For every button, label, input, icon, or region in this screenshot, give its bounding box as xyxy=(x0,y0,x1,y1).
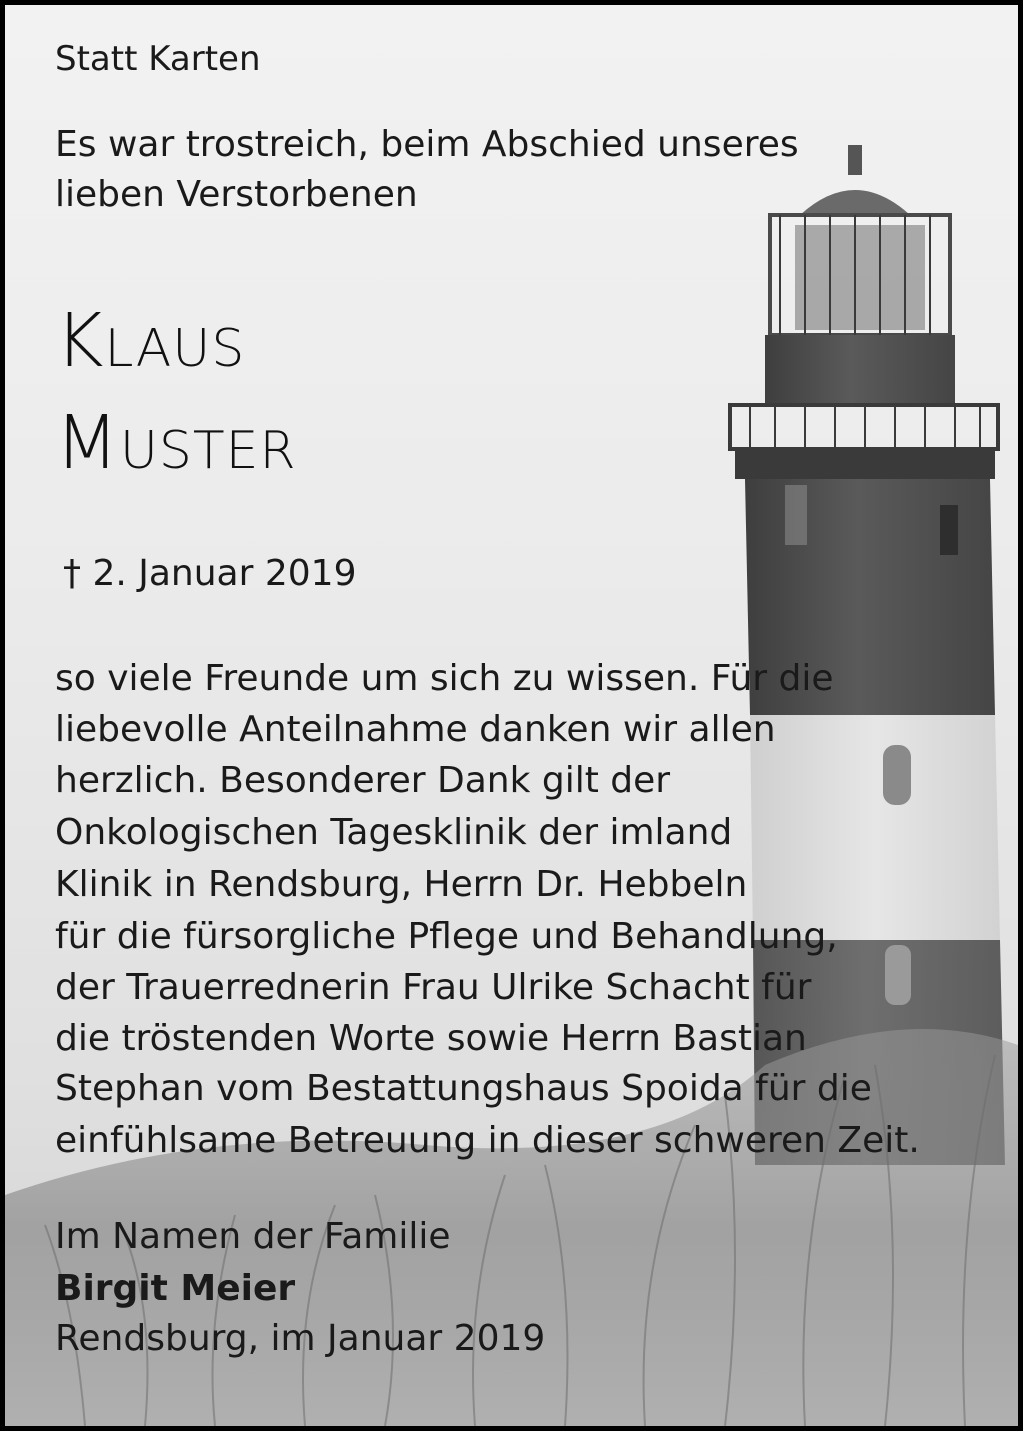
lead-line: Es war trostreich, beim Abschied unseres xyxy=(55,124,799,165)
deceased-first-name: Klaus xyxy=(55,298,246,384)
body-line: einfühlsame Betreuung in dieser schweren Zeit. xyxy=(55,1120,920,1161)
body-line: der Trauerrednerin Frau Ulrike Schacht für xyxy=(55,967,812,1008)
signer-name: Birgit Meier xyxy=(55,1268,296,1309)
body-line: Onkologischen Tagesklinik der imland xyxy=(55,812,733,853)
body-line: so viele Freunde um sich zu wissen. Für die xyxy=(55,658,834,699)
death-date: † 2. Januar 2019 xyxy=(63,553,357,594)
closing-text: Im Namen der Familie xyxy=(55,1216,451,1257)
body-line: herzlich. Besonderer Dank gilt der xyxy=(55,760,671,801)
body-line: die tröstenden Worte sowie Herrn Bastian xyxy=(55,1018,807,1059)
intro-text: Statt Karten xyxy=(55,39,261,79)
body-line: Stephan vom Bestattungshaus Spoida für die xyxy=(55,1068,872,1109)
place-date: Rendsburg, im Januar 2019 xyxy=(55,1318,546,1359)
body-line: Klinik in Rendsburg, Herrn Dr. Hebbeln xyxy=(55,864,748,905)
body-line: liebevolle Anteilnahme danken wir allen xyxy=(55,709,776,750)
body-line: für die fürsorgliche Pflege und Behandlung, xyxy=(55,916,838,957)
lead-line: lieben Verstorbenen xyxy=(55,174,418,215)
deceased-last-name: Muster xyxy=(55,400,297,486)
